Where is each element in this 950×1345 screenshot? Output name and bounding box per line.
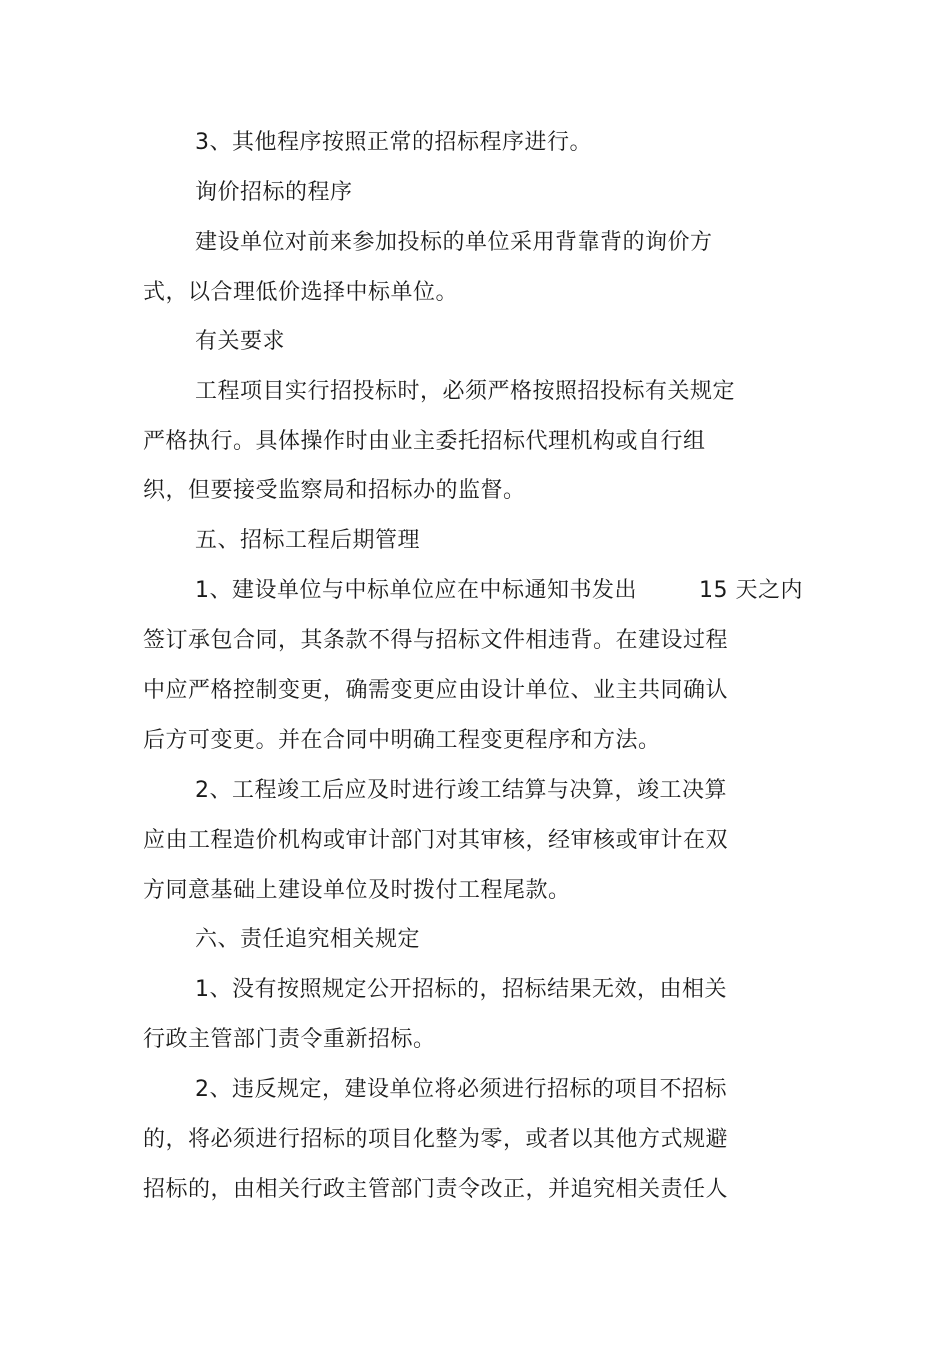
paragraph-line: 1、建设单位与中标单位应在中标通知书发出 xyxy=(195,578,637,603)
paragraph-line: 严格执行。具体操作时由业主委托招标代理机构或自行组 xyxy=(143,429,706,454)
section-heading: 五、招标工程后期管理 xyxy=(195,528,421,553)
paragraph-line: 1、没有按照规定公开招标的，招标结果无效，由相关 xyxy=(195,977,727,1002)
paragraph-line: 织，但要接受监察局和招标办的监督。 xyxy=(143,478,526,503)
paragraph-line: 2、工程竣工后应及时进行竣工结算与决算，竣工决算 xyxy=(195,778,727,803)
paragraph-line: 后方可变更。并在合同中明确工程变更程序和方法。 xyxy=(143,728,661,753)
paragraph-line: 签订承包合同，其条款不得与招标文件相违背。在建设过程 xyxy=(143,628,729,653)
paragraph-line: 3、其他程序按照正常的招标程序进行。 xyxy=(195,130,592,155)
paragraph-line: 式，以合理低价选择中标单位。 xyxy=(143,280,459,305)
paragraph-line: 招标的，由相关行政主管部门责令改正，并追究相关责任人 xyxy=(143,1177,729,1202)
paragraph-line: 应由工程造价机构或审计部门对其审核，经审核或审计在双 xyxy=(143,828,729,853)
paragraph-line: 2、违反规定，建设单位将必须进行招标的项目不招标 xyxy=(195,1077,727,1102)
paragraph-line: 建设单位对前来参加投标的单位采用背靠背的询价方 xyxy=(195,230,713,255)
paragraph-line: 行政主管部门责令重新招标。 xyxy=(143,1027,436,1052)
paragraph-line: 中应严格控制变更，确需变更应由设计单位、业主共同确认 xyxy=(143,678,729,703)
paragraph-line-fragment: 15 天之内 xyxy=(699,578,803,603)
section-heading: 六、责任追究相关规定 xyxy=(195,927,421,952)
section-heading: 有关要求 xyxy=(195,329,286,354)
paragraph-line: 工程项目实行招投标时，必须严格按照招投标有关规定 xyxy=(195,379,736,404)
paragraph-line: 的，将必须进行招标的项目化整为零，或者以其他方式规避 xyxy=(143,1127,729,1152)
paragraph-line: 方同意基础上建设单位及时拨付工程尾款。 xyxy=(143,878,571,903)
section-heading: 询价招标的程序 xyxy=(195,180,353,205)
